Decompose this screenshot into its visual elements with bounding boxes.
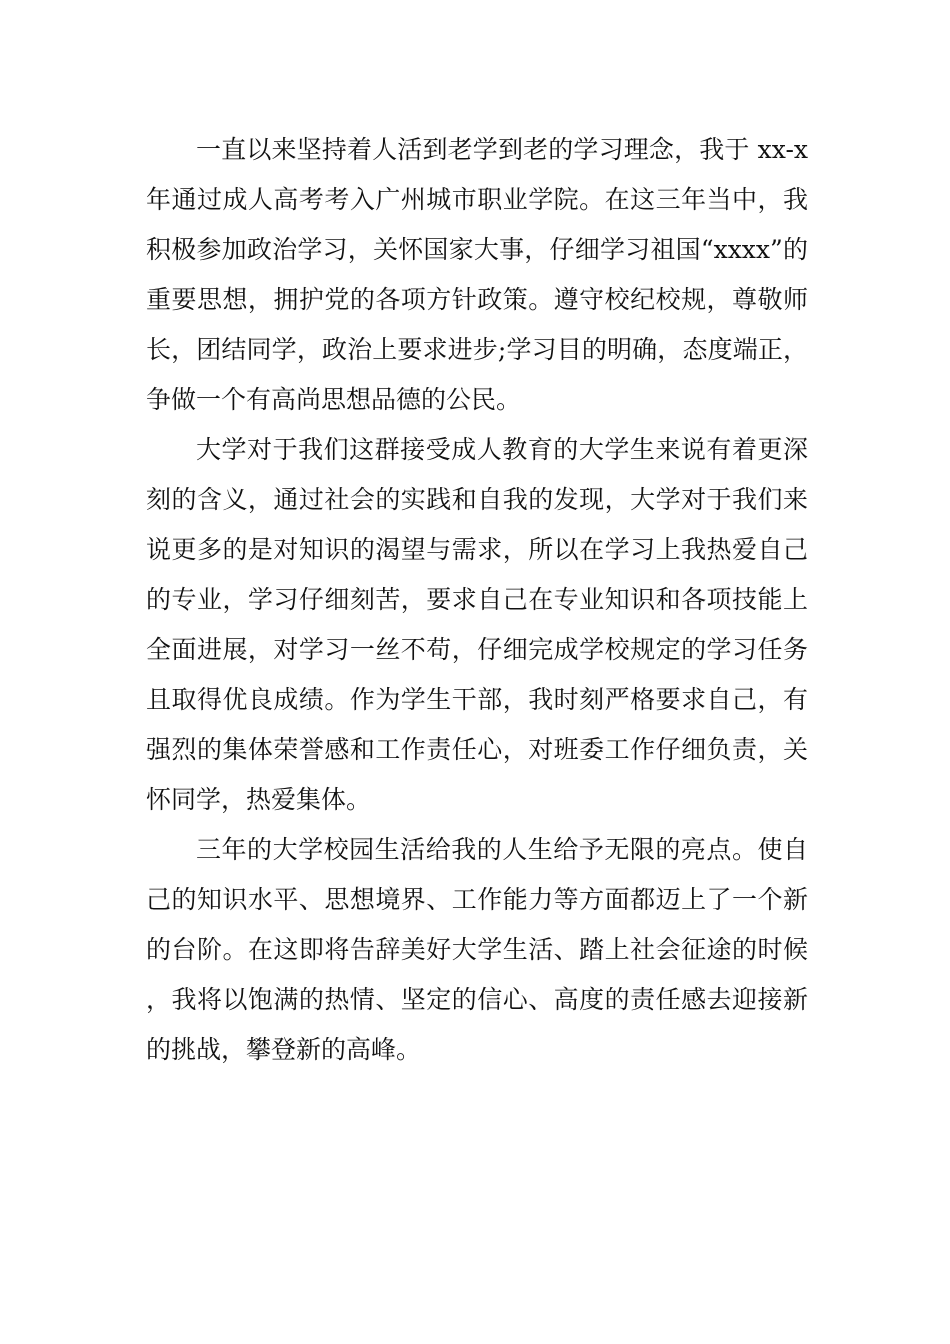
document-body bbox=[146, 125, 808, 1075]
paragraph-1: 一直以来坚持着人活到老学到老的学习理念，我于 xx-x 年通过成人高考考入广州城市职业学院。在这三年当中，我积极参加政治学习，关怀国家大事，仔细学习祖国“xxxx”的重要思想，拥护党的各项方针政策。遵守校纪校规，尊敬师长，团结同学，政治上要求进步;学习目的明确，态度端正，争做一个有高尚思想品德的公民。 bbox=[146, 135, 808, 414]
paragraph-2: 大学对于我们这群接受成人教育的大学生来说有着更深刻的含义，通过社会的实践和自我的发现，大学对于我们来说更多的是对知识的渴望与需求，所以在学习上我热爱自己的专业，学习仔细刻苦，要求自己在专业知识和各项技能上全面进展，对学习一丝不苟，仔细完成学校规定的学习任务且取得优良成绩。作为学生干部，我时刻严格要求自己，有强烈的集体荣誉感和工作责任心，对班委工作仔细负责，关怀同学，热爱集体。 bbox=[146, 435, 808, 814]
paragraph-3: 三年的大学校园生活给我的人生给予无限的亮点。使自己的知识水平、思想境界、工作能力等方面都迈上了一个新的台阶。在这即将告辞美好大学生活、踏上社会征途的时候，我将以饱满的热情、坚定的信心、高度的责任感去迎接新的挑战，攀登新的高峰。 bbox=[146, 835, 808, 1064]
